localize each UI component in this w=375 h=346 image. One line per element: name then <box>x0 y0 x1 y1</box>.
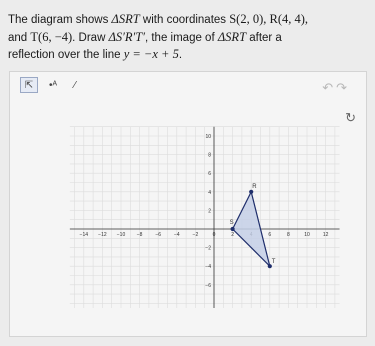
y-tick-label: −2 <box>205 245 211 252</box>
x-tick-label: 6 <box>268 232 272 238</box>
triangle-name: ΔSRT <box>217 29 247 44</box>
coordinate-grid[interactable] <box>10 72 366 336</box>
triangle-name: ΔSRT <box>111 12 140 26</box>
tick-labels <box>80 134 329 289</box>
problem-text: after a <box>246 31 282 44</box>
graphing-panel <box>9 71 367 337</box>
vertex-label-s: S <box>229 220 234 226</box>
y-tick-label: 4 <box>208 189 211 196</box>
triangle-srt[interactable] <box>230 184 276 268</box>
segment-icon: ⁄ <box>74 79 76 91</box>
x-tick-label: 0 <box>212 232 216 238</box>
problem-text: . <box>178 49 183 61</box>
x-tick-label: −12 <box>98 232 107 238</box>
coordinates-s-r: S(2, 0), R(4, 4), <box>229 12 309 26</box>
problem-text: and <box>8 31 31 44</box>
grid-lines <box>70 127 340 308</box>
reset-icon[interactable]: ↻ <box>345 110 356 125</box>
vertex-point-s[interactable] <box>231 227 235 231</box>
x-tick-label: −2 <box>192 232 199 238</box>
image-triangle-name: ΔS′R′T′ <box>108 29 145 44</box>
x-tick-label: −4 <box>173 232 180 238</box>
x-tick-label: −10 <box>116 232 126 238</box>
problem-statement <box>8 11 370 64</box>
x-tick-label: 10 <box>304 232 310 238</box>
problem-text: The diagram shows <box>8 14 112 26</box>
problem-text: reflection over the line <box>8 49 124 61</box>
x-tick-label: −6 <box>155 232 162 238</box>
y-tick-label: 8 <box>208 152 211 159</box>
y-tick-label: 2 <box>208 208 211 215</box>
reflection-line-equation: y = −x + 5 <box>123 47 179 61</box>
vertex-label-r: R <box>252 183 257 190</box>
y-tick-label: −6 <box>205 282 211 289</box>
x-tick-label: 2 <box>231 232 234 238</box>
x-tick-label: −8 <box>136 232 143 238</box>
undo-icon[interactable]: ↶ <box>322 80 337 95</box>
coordinates-t: T(6, −4) <box>30 29 73 44</box>
point-label-icon: •ᴬ <box>48 79 58 91</box>
x-tick-label: −14 <box>79 232 89 238</box>
y-tick-label: 10 <box>205 134 211 140</box>
problem-text: , the image of <box>144 31 218 44</box>
y-tick-label: −4 <box>205 264 211 271</box>
y-tick-label: 6 <box>208 171 211 178</box>
vertex-label-t: T <box>271 259 276 266</box>
vertex-point-r[interactable] <box>249 190 253 194</box>
x-tick-label: 12 <box>322 232 329 238</box>
redo-icon[interactable]: ↷ <box>336 80 350 95</box>
problem-text: . Draw <box>72 31 109 44</box>
cursor-arrow-icon: ⇱ <box>24 79 34 91</box>
problem-text: with coordinates <box>139 14 230 26</box>
x-tick-label: 8 <box>287 232 290 238</box>
